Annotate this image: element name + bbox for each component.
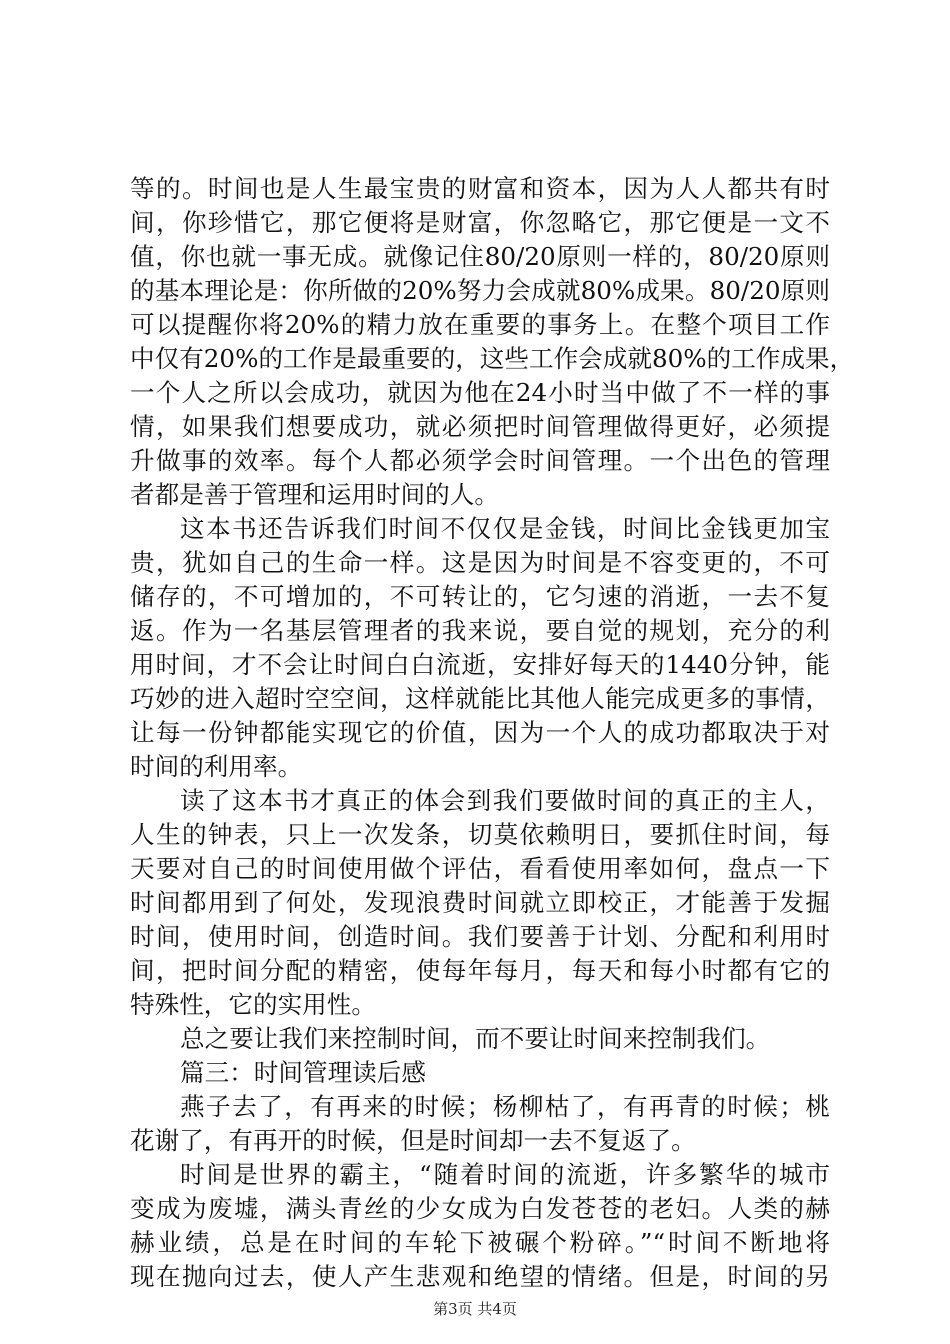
text-line: 间，你珍惜它，那它便将是财富，你忽略它，那它便是一文不 [130, 208, 830, 237]
text-line: 花谢了，有再开的时候，但是时间却一去不复返了。 [130, 1126, 696, 1155]
text-line: 情，如果我们想要成功，就必须把时间管理做得更好，必须提 [130, 412, 830, 441]
text-line: 升做事的效率。每个人都必须学会时间管理。一个出色的管理 [130, 446, 830, 475]
text-line: 燕子去了，有再来的时候；杨柳枯了，有再青的时候；桃 [180, 1092, 830, 1121]
text-line: 特殊性，它的实用性。 [130, 990, 376, 1019]
text-line: 让每一份钟都能实现它的价值，因为一个人的成功都取决于对 [130, 718, 830, 747]
text-line: 人生的钟表，只上一次发条，切莫依赖明日，要抓住时间，每 [130, 820, 830, 849]
paragraph [130, 1090, 830, 1158]
text-line: 贵，犹如自己的生命一样。这是因为时间是不容变更的，不可 [130, 548, 830, 577]
text-line: 返。作为一名基层管理者的我来说，要自觉的规划，充分的利 [130, 616, 830, 645]
text-line: 等的。时间也是人生最宝贵的财富和资本，因为人人都共有时 [130, 174, 830, 203]
paragraph [130, 1158, 830, 1294]
text-line: 中仅有20%的工作是最重要的，这些工作会成就80%的工作成果， [130, 344, 855, 373]
text-line: 变成为废墟，满头青丝的少女成为白发苍苍的老妇。人类的赫 [130, 1194, 830, 1223]
text-line: 读了这本书才真正的体会到我们要做时间的真正的主人， [180, 786, 830, 815]
text-line: 时间都用到了何处，发现浪费时间就立即校正，才能善于发掘 [130, 888, 830, 917]
text-line: 用时间，才不会让时间白白流逝，安排好每天的1440分钟，能 [130, 650, 830, 679]
text-line: 巧妙的进入超时空空间，这样就能比其他人能完成更多的事情， [130, 684, 830, 713]
text-line: 一个人之所以会成功，就因为他在24小时当中做了不一样的事 [130, 378, 830, 407]
text-line: 间，把时间分配的精密，使每年每月，每天和每小时都有它的 [130, 956, 830, 985]
text-line: 储存的，不可增加的，不可转让的，它匀速的消逝，一去不复 [130, 582, 830, 611]
text-line: 时间，使用时间，创造时间。我们要善于计划、分配和利用时 [130, 922, 830, 951]
section-heading [130, 1056, 830, 1090]
text-line: 时间的利用率。 [130, 752, 303, 781]
text-line: 这本书还告诉我们时间不仅仅是金钱，时间比金钱更加宝 [180, 514, 830, 543]
text-line: 可以提醒你将20%的精力放在重要的事务上。在整个项目工作 [130, 310, 830, 339]
page-footer: 第3页 共4页 [433, 1300, 517, 1318]
body-text [130, 172, 855, 1294]
text-line: 天要对自己的时间使用做个评估，看看使用率如何，盘点一下 [130, 854, 830, 883]
paragraph [130, 1022, 830, 1056]
paragraph [130, 784, 830, 1022]
text-line: 时间是世界的霸主，“随着时间的流逝，许多繁华的城市 [180, 1160, 830, 1189]
paragraph [130, 512, 830, 784]
text-line: 现在抛向过去，使人产生悲观和绝望的情绪。但是，时间的另 [130, 1262, 830, 1291]
paragraph [130, 172, 855, 512]
text-line: 者都是善于管理和运用时间的人。 [130, 480, 499, 509]
text-line: 总之要让我们来控制时间，而不要让时间来控制我们。 [180, 1024, 771, 1053]
text-line: 的基本理论是：你所做的20%努力会成就80%成果。80/20原则 [130, 276, 830, 305]
text-line: 篇三：时间管理读后感 [180, 1058, 426, 1087]
text-line: 赫业绩，总是在时间的车轮下被碾个粉碎。”“时间不断地将 [130, 1228, 830, 1257]
text-line: 值，你也就一事无成。就像记住80/20原则一样的，80/20原则 [130, 242, 830, 271]
